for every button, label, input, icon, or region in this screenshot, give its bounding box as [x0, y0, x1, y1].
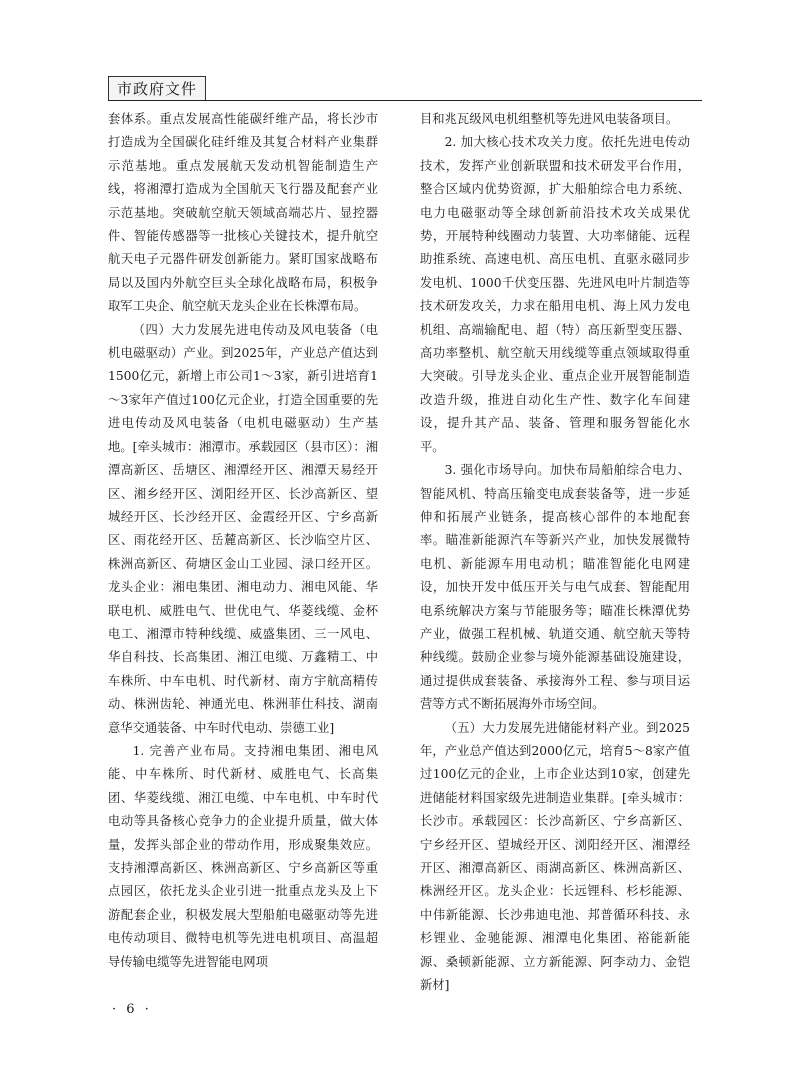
paragraph: 2. 加大核心技术攻关力度。依托先进电传动技术，发挥产业创新联盟和技术研发平台作用，整合区域内优势资源，扩大船舶综合电力系统、电力电磁驱动等全球创新前沿技术攻关成果优势，开展特种线圈动力装置、大功率储能、远程助推系统、高速电机、高压电机、直驱永磁同步发电机、1000千伏变压器、先进风电叶片制造等技术研发攻关，力求在船用电机、海上风力发电机组、高端输配电、超（特）高压新型变压器、高功率整机、航空航天用线缆等重点领域取得重大突破。引导龙头企业、重点企业开展智能制造改造升级，推进自动化生产性、数字化车间建设，提升其产品、装备、管理和服务智能化水平。 — [420, 135, 690, 454]
section-label: 市政府文件 — [108, 76, 206, 101]
right-column — [420, 108, 690, 997]
paragraph: 目和兆瓦级风电机组整机等先进风电装备项目。 — [420, 112, 679, 126]
paragraph: （四）大力发展先进电传动及风电装备（电机电磁驱动）产业。到2025年，产业总产值达到1500亿元，新增上市公司1～3家，新引进培育1～3家年产值过100亿元企业，打造全国重要的先进电传动及风电装备（电机电磁驱动）生产基地。[牵头城市：湘潭市。承载园区（县市区）：湘潭高新区、岳塘区、湘潭经开区、湘潭天易经开区、湘乡经开区、浏阳经开区、长沙高新区、望城经开区、长沙经开区、金霞经开区、宁乡高新区、雨花经开区、岳麓高新区、长沙临空片区、株洲高新区、荷塘区金山工业园、渌口经开区。龙头企业：湘电集团、湘电动力、湘电风能、华联电机、威胜电气、世优电气、华菱线缆、金杯电工、湘潭市特种线缆、威盛集团、三一风电、华自科技、长高集团、湘江电缆、万鑫精工、中车株所、中车电机、时代新材、南方宇航高精传动、株洲齿轮、神通光电、株洲菲仕科技、湖南意华交通装备、中车时代电动、崇德工业] — [108, 322, 378, 735]
header-divider — [108, 100, 702, 101]
page-number: · 6 · — [112, 1002, 152, 1017]
running-header — [108, 76, 206, 101]
paragraph: 3. 强化市场导向。加快布局船舶综合电力、智能风机、特高压输变电成套装备等，进一步延伸和拓展产业链条，提高核心部件的本地配套率。瞄准新能源汽车等新兴产业，加快发展微特电机、新能源车用电动机；瞄准智能化电网建设，加快开发中低压开关与电气成套、智能配用电系统解决方案与节能服务等；瞄准长株潭优势产业，做强工程机械、轨道交通、航空航天等特种线缆。鼓励企业参与境外能源基础设施建设，通过提供成套装备、承接海外工程、参与项目运营等方式不断拓展海外市场空间。 — [420, 463, 690, 712]
paragraph: 套体系。重点发展高性能碳纤维产品，将长沙市打造成为全国碳化硅纤维及其复合材料产业集群示范基地。重点发展航天发动机智能制造生产线，将湘潭打造成为全国航天飞行器及配套产业示范基地。突破航空航天领域高端芯片、显控器件、智能传感器等一批核心关键技术，提升航空航天电子元器件研发创新能力。紧盯国家战略布局以及国内外航空巨头全球化战略布局，积极争取军工央企、航空航天龙头企业在长株潭布局。 — [108, 112, 378, 314]
paragraph: （五）大力发展先进储能材料产业。到2025年，产业总产值达到2000亿元，培育5～8家产值过100亿元的企业，上市企业达到10家，创建先进储能材料国家级先进制造业集群。[牵头城市：长沙市。承载园区：长沙高新区、宁乡高新区、宁乡经开区、望城经开区、浏阳经开区、湘潭经开区、湘潭高新区、雨湖高新区、株洲高新区、株洲经开区。龙头企业：长远锂科、杉杉能源、中伟新能源、长沙弗迪电池、邦普循环科技、永杉锂业、金驰能源、湘潭电化集团、裕能新能源、桑顿新能源、立方新能源、阿李动力、金铠新材] — [420, 720, 690, 993]
paragraph: 1. 完善产业布局。支持湘电集团、湘电风能、中车株所、时代新材、威胜电气、长高集团、华菱线缆、湘江电缆、中车电机、中车时代电动等具备核心竞争力的企业提升质量，做大体量，发挥头部企业的带动作用，形成聚集效应。支持湘潭高新区、株洲高新区、宁乡高新区等重点园区，依托龙头企业引进一批重点龙头及上下游配套企业，积极发展大型船舶电磁驱动等先进电传动项目、微特电机等先进电机项目、高温超导传输电缆等先进智能电网项 — [108, 743, 378, 969]
left-column — [108, 108, 378, 974]
